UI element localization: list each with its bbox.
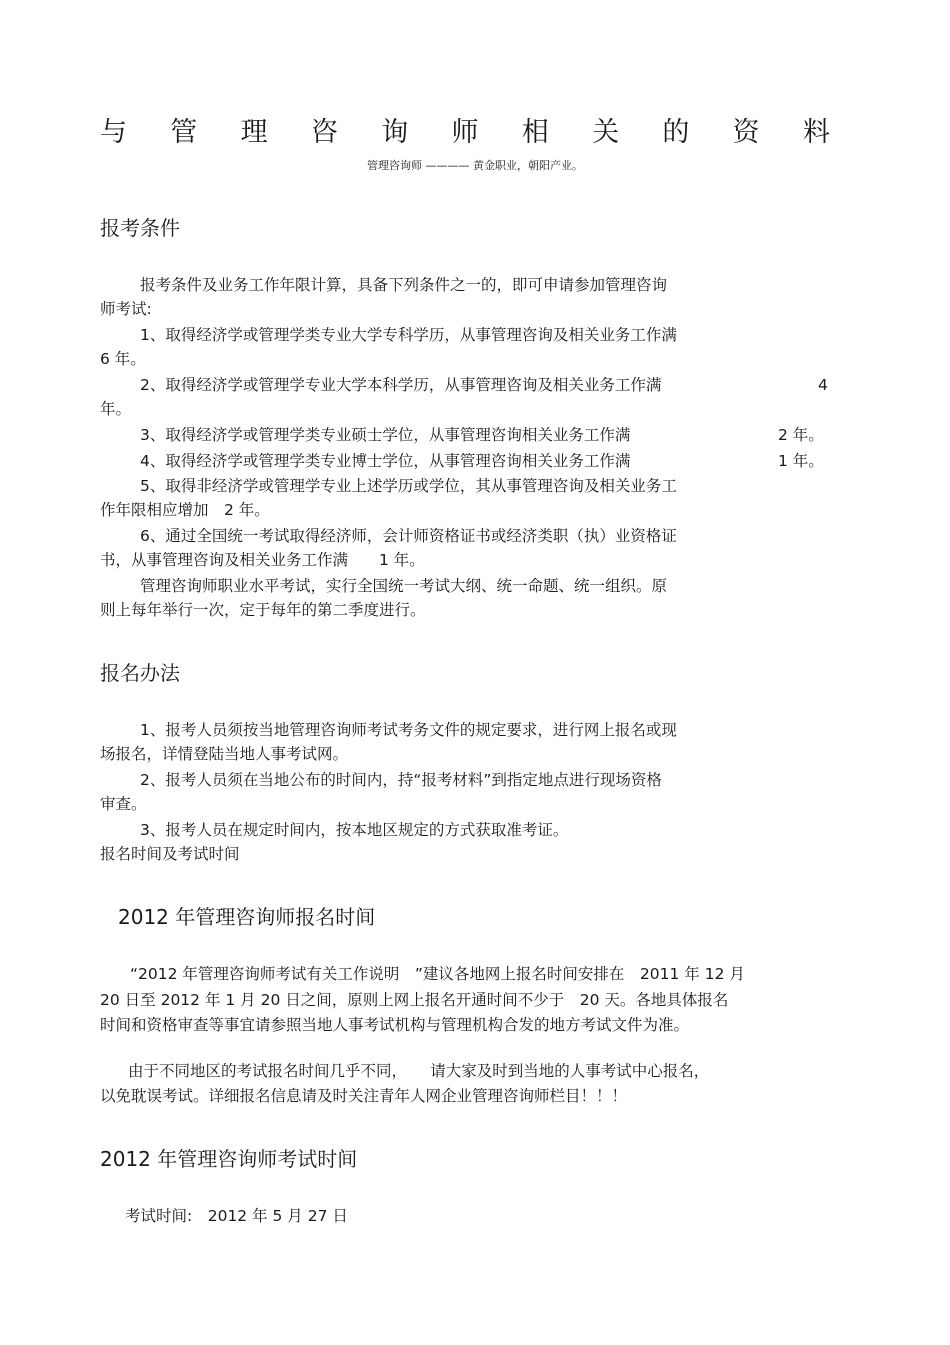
title-char: 料 [802,117,830,148]
title-char: 管 [170,117,198,148]
requirements-line: 2 年。 [778,426,824,444]
section-heading-registration-time: 2012 年管理咨询师报名时间 [118,905,376,929]
requirements-line: 师考试: [100,300,152,318]
requirements-line: 1、取得经济学或管理学类专业大学专科学历，从事管理咨询及相关业务工作满 [140,326,677,344]
registration-line: 3、报考人员在规定时间内，按本地区规定的方式获取准考证。 [140,821,569,839]
section-heading-requirements: 报考条件 [100,216,180,240]
requirements-line: 5、取得非经济学或管理学专业上述学历或学位，其从事管理咨询及相关业务工 [140,477,677,495]
title-char: 的 [662,117,690,148]
requirements-line: 作年限相应增加 2 年。 [100,501,270,519]
requirements-line: 1 年。 [778,452,824,470]
requirements-line: 报考条件及业务工作年限计算，具备下列条件之一的，即可申请参加管理咨询 [140,276,668,294]
document-title [100,110,830,149]
requirements-line: 年。 [100,400,132,418]
title-char: 询 [381,117,409,148]
registration-line: 报名时间及考试时间 [100,845,240,863]
registration-line: 2、报考人员须在当地公布的时间内，持“报考材料”到指定地点进行现场资格 [140,771,662,789]
requirements-line: 6、通过全国统一考试取得经济师，会计师资格证书或经济类职（执）业资格证 [140,527,677,545]
requirements-line: 书，从事管理咨询及相关业务工作满 1 年。 [100,551,425,569]
requirements-line: 3、取得经济学或管理学类专业硕士学位，从事管理咨询相关业务工作满 [140,426,631,444]
registration-time-line: “2012 年管理咨询师考试有关工作说明 ”建议各地网上报名时间安排在 2011 年 12 月 [130,965,745,983]
registration-line: 场报名，详情登陆当地人事考试网。 [100,745,349,763]
exam-time-line: 考试时间: 2012 年 5 月 27 日 [125,1207,348,1225]
requirements-line: 则上每年举行一次，定于每年的第二季度进行。 [100,601,426,619]
title-char: 师 [451,117,479,148]
title-char: 相 [521,117,549,148]
requirements-line: 4、取得经济学或管理学类专业博士学位，从事管理咨询相关业务工作满 [140,452,631,470]
requirements-line: 6 年。 [100,350,146,368]
requirements-line: 管理咨询师职业水平考试，实行全国统一考试大纲、统一命题、统一组织。原 [140,577,668,595]
section-heading-exam-time: 2012 年管理咨询师考试时间 [100,1147,358,1171]
registration-time-line: 时间和资格审查等事宜请参照当地人事考试机构与管理机构合发的地方考试文件为准。 [100,1016,690,1034]
registration-time-line: 20 日至 2012 年 1 月 20 日之间，原则上网上报名开通时间不少于 20 天。各地具体报名 [100,991,729,1009]
registration-time-line: 以免耽误考试。详细报名信息请及时关注青年人网企业管理咨询师栏目！！！ [100,1087,628,1105]
title-char: 关 [592,117,620,148]
registration-line: 审查。 [100,795,147,813]
registration-line: 1、报考人员须按当地管理咨询师考试考务文件的规定要求，进行网上报名或现 [140,721,677,739]
title-char: 咨 [310,117,338,148]
requirements-line: 2、取得经济学或管理学专业大学本科学历，从事管理咨询及相关业务工作满 [140,376,662,394]
registration-time-line: 由于不同地区的考试报名时间几乎不同， 请大家及时到当地的人事考试中心报名， [128,1062,710,1080]
section-heading-registration: 报名办法 [100,661,180,685]
title-char: 理 [240,117,268,148]
document-subtitle: 管理咨询师 ———— 黄金职业，朝阳产业。 [367,159,583,172]
title-char: 资 [732,117,760,148]
title-char: 与 [100,117,127,148]
requirements-line: 4 [818,376,828,394]
